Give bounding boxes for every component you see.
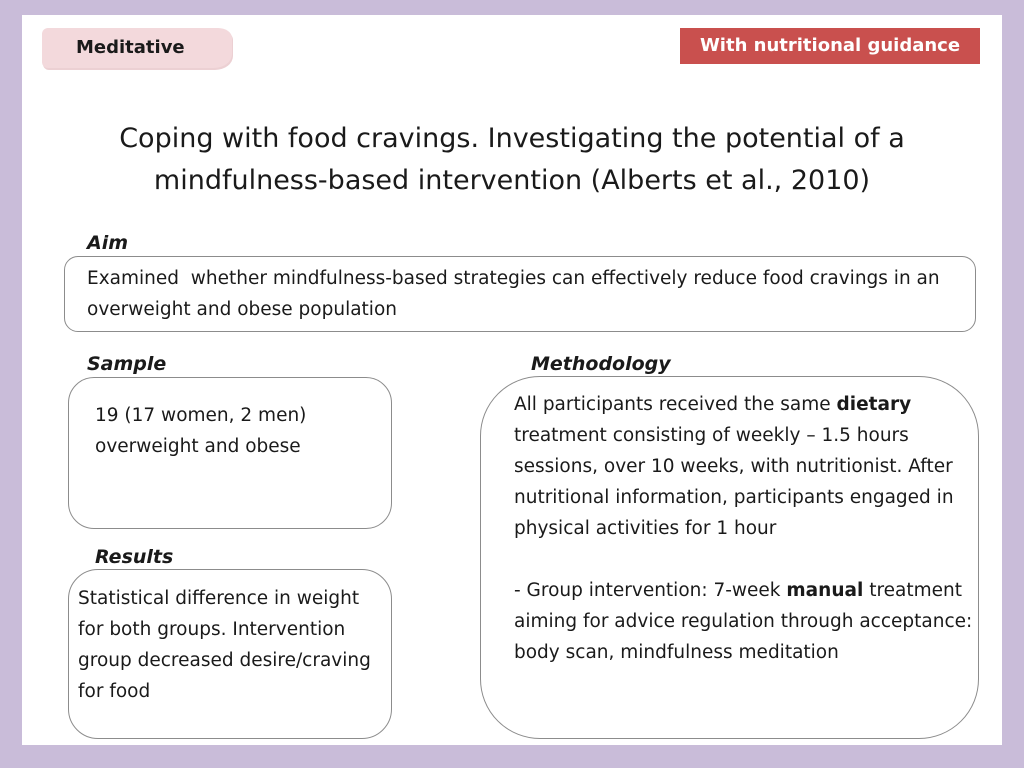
methodology-p1-end: treatment consisting of weekly – 1.5 hours sessions, over 10 weeks, with nutritionist. After nutritional information, participants engaged in physical activities for 1 hour [514,425,954,539]
methodology-p2-start: - Group intervention: 7-week [514,580,787,601]
methodology-text [514,389,974,668]
methodology-heading: Methodology [531,353,671,375]
meditative-tag [42,28,232,68]
slide-title: Coping with food cravings. Investigating the potential of a mindfulness-based intervention (Alberts et al., 2010) [119,123,905,196]
meditative-tag-label: Meditative [76,37,185,58]
sample-text: 19 (17 women, 2 men) overweight and obese [95,405,307,457]
methodology-paragraph-2 [514,575,974,668]
methodology-p1-start: All participants received the same [514,394,837,415]
nutritional-guidance-tag: With nutritional guidance [680,28,980,64]
slide [22,15,1002,745]
results-text: Statistical difference in weight for both groups. Intervention group decreased desire/craving for food [78,588,371,702]
paragraph-spacer [514,544,974,575]
methodology-paragraph-1 [514,389,974,544]
results-heading: Results [95,546,174,568]
methodology-p1-emphasis: dietary [836,394,912,415]
aim-text: Examined whether mindfulness-based strategies can effectively reduce food cravings in an overweight and obese population [87,268,946,320]
methodology-p2-emphasis: manual [786,580,864,601]
sample-heading: Sample [87,353,167,375]
methodology-p2-end: treatment aiming for advice regulation through acceptance: body scan, mindfulness meditation [514,580,973,663]
aim-heading: Aim [87,232,129,254]
